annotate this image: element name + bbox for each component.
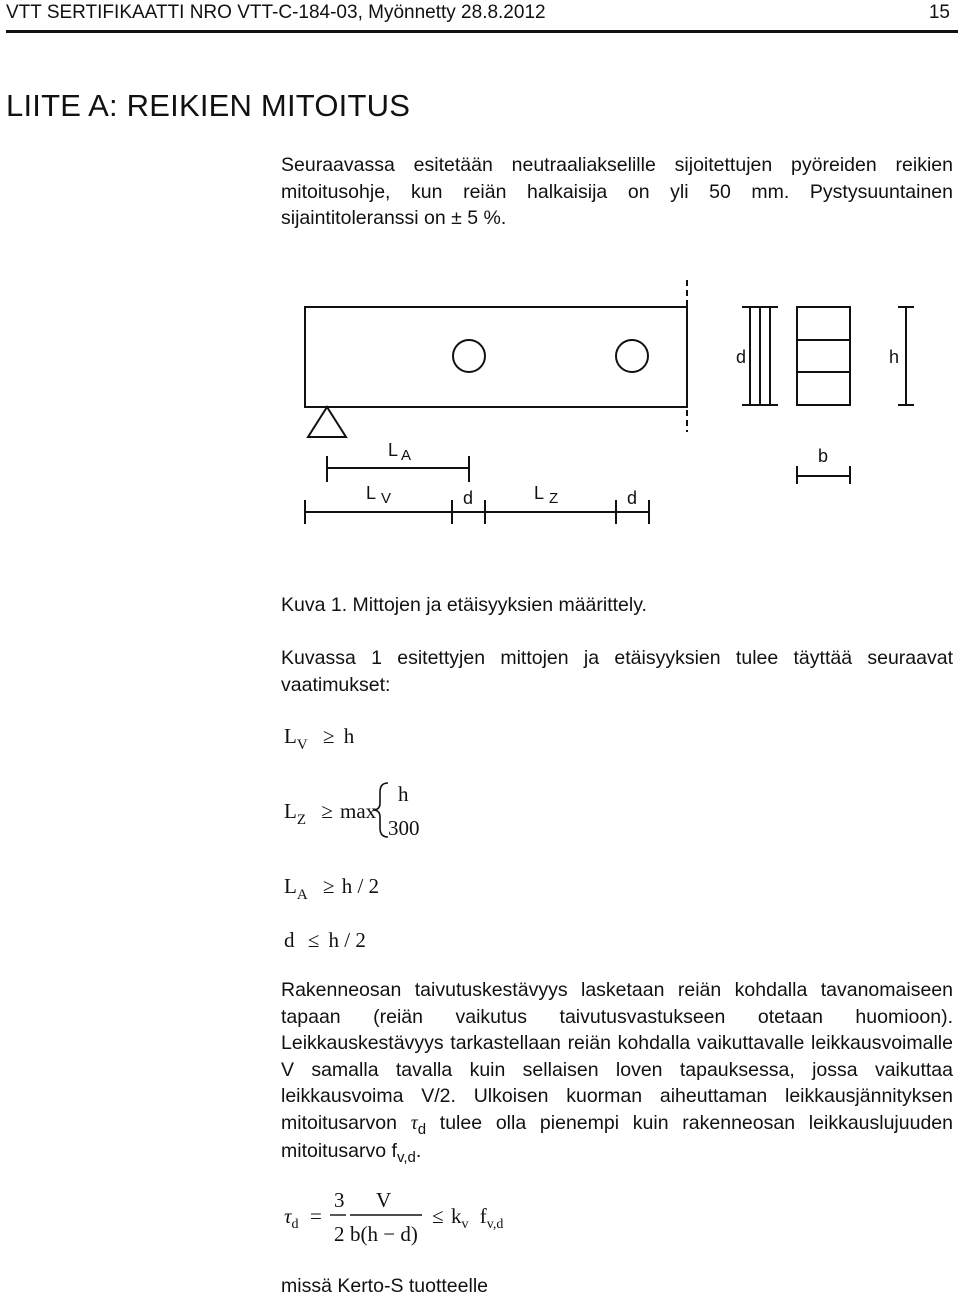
equation-d: d ≤ h / 2 (284, 928, 366, 952)
lz-top: h (398, 782, 409, 806)
intro-paragraph: Seuraavassa esitetään neutraaliakselille sijoitettujen pyöreiden reikien mitoitusohje, kun reiän halkaisija on yli 50 mm. Pystysuuntainen sijaintitoleranssi on ± 5 %. (281, 154, 953, 229)
hole-1 (453, 340, 485, 372)
support-triangle (308, 407, 346, 437)
header-certificate: VTT SERTIFIKAATTI NRO VTT-C-184-03, Myönnetty 28.8.2012 (6, 2, 546, 23)
label-lv-sub: V (381, 490, 392, 507)
label-lz-sub: Z (549, 490, 559, 507)
body-paragraph: Rakenneosan taivutuskestävyys lasketaan reiän kohdalla tavanomaiseen tapaan (reiän vaikutus taivutusvastukseen otetaan huomioon). Leikkauskestävyys tarkastellaan reiän kohdalla vaikuttavalle leikkausvoimalle V samalla tavalla kuin sellaisen loven tapauksessa, jossa vaikuttaa leikkausvoima V/2. Ulkoisen kuorman aiheuttaman leikkausjännityksen mitoitusarvon $\tau_d$ tulee olla pienempi kuin rakenneosan leikkauslujuuden mitoitusarvo $f_{v,d}$. (281, 979, 953, 1166)
label-d-top: d (736, 347, 747, 367)
label-lz: L (534, 483, 545, 503)
hole-2 (616, 340, 648, 372)
label-d1: d (463, 488, 474, 508)
label-h-top: h (889, 347, 900, 367)
requirements-intro: Kuvassa 1 esitettyjen mittojen ja etäisyyksien tulee täyttää seuraavat vaatimukset: (281, 647, 953, 696)
label-la-sub: A (401, 447, 412, 464)
equation-la: $L_A \ge h / 2$ (284, 874, 380, 903)
label-b: b (818, 446, 829, 466)
label-lv: L (366, 483, 377, 503)
footer-text: missä Kerto-S tuotteelle (281, 1275, 489, 1297)
page-title: LIITE A: REIKIEN MITOITUS (6, 88, 411, 123)
figure-caption: Kuva 1. Mittojen ja etäisyyksien määrittely. (281, 594, 647, 616)
beam-outline (305, 307, 687, 407)
page-number: 15 (928, 2, 950, 23)
label-d2: d (627, 488, 638, 508)
lz-bottom: 300 (388, 816, 420, 840)
beam-hole-figure (0, 0, 960, 600)
equation-lv: $L_V \ge h$ (284, 724, 355, 753)
label-la: L (388, 440, 399, 460)
